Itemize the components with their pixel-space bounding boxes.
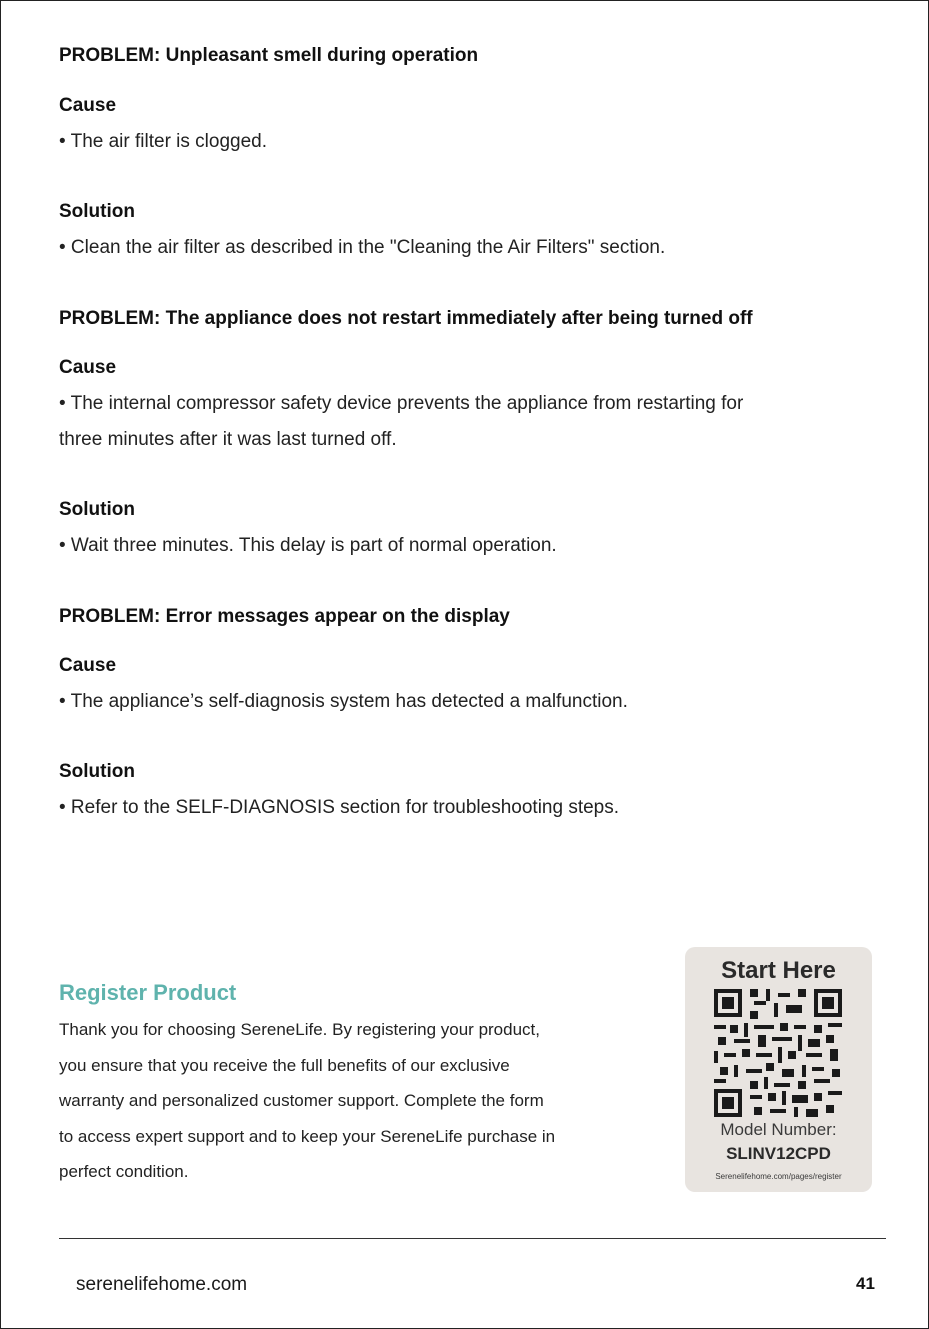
model-number: SLINV12CPD [726, 1144, 831, 1163]
qr-code-icon[interactable] [714, 989, 842, 1117]
register-text: to access expert support and to keep your SereneLife purchase in [59, 1127, 556, 1146]
register-url[interactable]: Serenelifehome.com/pages/register [715, 1172, 842, 1181]
model-number-label: Model Number: [720, 1120, 837, 1139]
register-text: warranty and personalized customer support. Complete the form [59, 1091, 544, 1110]
cause-text: • The air filter is clogged. [59, 131, 268, 152]
solution-label: Solution [59, 761, 135, 782]
footer-site-link[interactable]: serenelifehome.com [76, 1274, 248, 1295]
cause-text: • The appliance’s self-diagnosis system has detected a malfunction. [59, 691, 628, 712]
solution-text: • Wait three minutes. This delay is part of normal operation. [59, 535, 557, 556]
solution-label: Solution [59, 499, 135, 520]
cause-text: • The internal compressor safety device prevents the appliance from restarting for [59, 393, 744, 414]
cause-label: Cause [59, 95, 117, 116]
register-card[interactable] [685, 947, 872, 1192]
register-text: you ensure that you receive the full benefits of our exclusive [59, 1056, 510, 1075]
problem-title: PROBLEM: Unpleasant smell during operation [59, 45, 479, 66]
register-text: Thank you for choosing SereneLife. By registering your product, [59, 1020, 540, 1039]
cause-text: three minutes after it was last turned off. [59, 429, 397, 450]
page-number: 41 [856, 1274, 875, 1293]
solution-text: • Refer to the SELF-DIAGNOSIS section for troubleshooting steps. [59, 797, 620, 818]
register-text: perfect condition. [59, 1162, 189, 1181]
solution-label: Solution [59, 201, 135, 222]
register-title: Register Product [59, 980, 237, 1005]
footer-divider [59, 1238, 886, 1239]
card-title: Start Here [721, 957, 836, 984]
problem-title: PROBLEM: Error messages appear on the display [59, 606, 510, 627]
solution-text: • Clean the air filter as described in the "Cleaning the Air Filters" section. [59, 237, 666, 258]
cause-label: Cause [59, 357, 117, 378]
cause-label: Cause [59, 655, 117, 676]
problem-title: PROBLEM: The appliance does not restart immediately after being turned off [59, 308, 753, 329]
